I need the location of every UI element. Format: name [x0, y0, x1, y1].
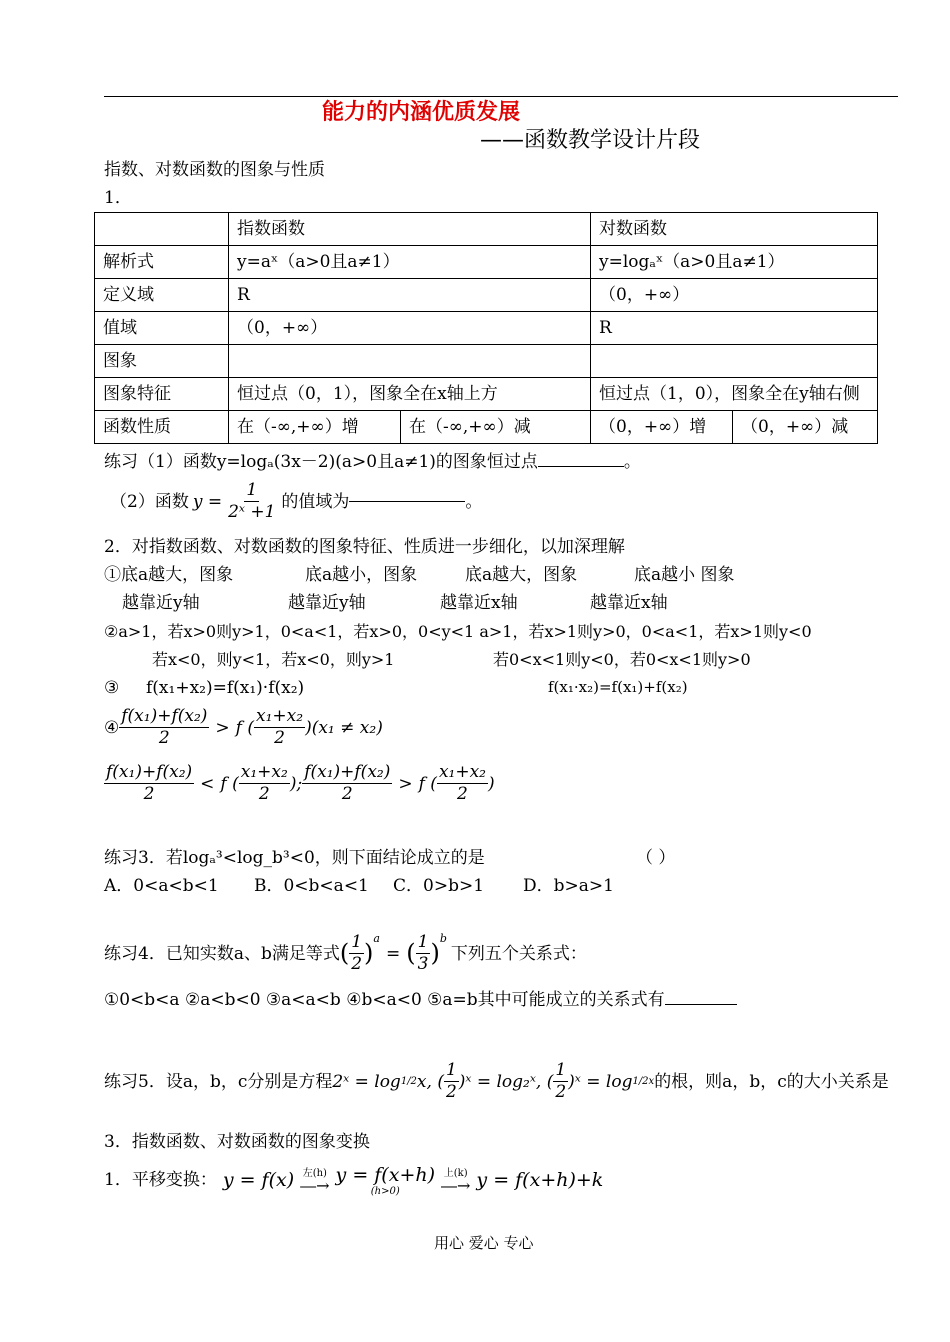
fraction-numerator: f(x₁)+f(x₂) [302, 762, 392, 784]
fraction-denominator: 2 [158, 728, 170, 749]
table-header-cell: 指数函数 [229, 213, 591, 246]
fraction-numerator: 1 [244, 480, 259, 502]
option-b[interactable]: B．0<b<a<1 [254, 876, 369, 896]
fraction-denominator: 3 [417, 954, 429, 975]
item1-text: 底a越大，图象 [465, 565, 578, 585]
arrow-left-shift [300, 1168, 329, 1193]
exp-cell: 恒过点（0，1），图象全在x轴上方 [229, 378, 591, 411]
table-header-cell: 对数函数 [591, 213, 878, 246]
practice1-end: 。 [623, 452, 641, 472]
close-paren: ) [488, 773, 495, 794]
fraction-numerator: x₁+x₂ [437, 762, 488, 784]
fraction-numerator: x₁+x₂ [254, 706, 305, 728]
practice5-pre: 练习5．设a，b，c分别是方程 [104, 1071, 333, 1092]
right-arrow-icon: ―→ [441, 1176, 471, 1195]
fraction [302, 762, 392, 806]
exp-dec-cell: 在（-∞,+∞）减 [401, 411, 591, 444]
row-label: 定义域 [95, 279, 229, 312]
fraction [254, 706, 305, 750]
practice5-post: 的根，则a，b，c的大小关系是 [654, 1071, 889, 1092]
log-cell: 恒过点（1，0），图象全在y轴右侧 [591, 378, 878, 411]
fraction [553, 1060, 568, 1104]
arrow-up-shift [441, 1168, 470, 1193]
f-open: f ( [235, 717, 254, 738]
equals-sign: = [385, 943, 401, 964]
log-cell [591, 345, 878, 378]
close-paren: ) [430, 939, 440, 968]
option-d[interactable]: D．b>a>1 [523, 876, 614, 896]
item1-text: 底a越小 图象 [634, 565, 735, 585]
item1-text: ①底a越大，图象 [104, 565, 234, 585]
item4-line2 [104, 762, 495, 806]
translation-label: 1．平移变换： [104, 1170, 217, 1191]
equation-part: 2ˣ = log [332, 1071, 401, 1092]
page-title: 能力的内涵优质发展 [322, 100, 521, 125]
step2-group [336, 1164, 435, 1197]
fraction-denominator: 2 [143, 784, 155, 805]
item1-text: 越靠近x轴 [590, 593, 668, 613]
fraction-numerator: 1 [444, 1060, 459, 1082]
practice3-paren: （ ） [636, 848, 676, 868]
open-paren: ( [339, 939, 350, 968]
item4-line1 [104, 706, 383, 750]
fraction-denominator: 2 [351, 954, 363, 975]
page-subtitle: ——函数教学设计片段 [480, 128, 701, 153]
close-paren: ) [305, 717, 312, 738]
item2-row2-left: 若x<0，则y<1，若x<0，则y>1 [152, 650, 395, 669]
greater-than: > [398, 773, 413, 794]
option-c[interactable]: C．0>b>1 [393, 876, 485, 896]
table-row [95, 279, 878, 312]
practice1-line1 [104, 452, 641, 472]
fraction-numerator: 1 [553, 1060, 568, 1082]
section-title: 指数、对数函数的图象与性质 [104, 160, 325, 180]
exponent-a: a [373, 932, 380, 945]
less-than: < [200, 773, 215, 794]
greater-than: > [215, 717, 230, 738]
row-label: 解析式 [95, 246, 229, 279]
f-open: f ( [418, 773, 437, 794]
row-label: 函数性质 [95, 411, 229, 444]
comparison-table [94, 212, 878, 444]
item2-row2-right: 若0<x<1则y<0，若0<x<1则y>0 [493, 650, 751, 669]
log-arg-x: x [648, 1075, 655, 1087]
item3-left: f(x₁+x₂)=f(x₁)·f(x₂) [146, 678, 305, 698]
option-a[interactable]: A．0<a<b<1 [104, 876, 219, 896]
fraction-denominator: 2ˣ +1 [228, 502, 276, 523]
table-row [95, 411, 878, 444]
step1-formula: y = f(x) [222, 1169, 295, 1191]
practice4-options: ①0<b<a ②a<b<0 ③a<a<b ④b<a<0 ⑤a=b其中可能成立的关系式有 [104, 990, 665, 1010]
item1-text: 底a越小，图象 [305, 565, 418, 585]
practice1-part2-pre: （2）函数 [110, 491, 189, 512]
arrow-label: 上(k) [443, 1168, 468, 1179]
translation-line [104, 1164, 603, 1197]
log-dec-cell: （0，+∞）减 [733, 411, 878, 444]
condition: (x₁ ≠ x₂) [311, 717, 383, 738]
open-paren: ( [406, 939, 416, 968]
step2-formula: y = f(x+h) [335, 1164, 436, 1186]
fraction-numerator: 1 [416, 932, 431, 954]
practice5-line [104, 1060, 889, 1104]
item1-text: 越靠近y轴 [122, 593, 200, 613]
log-cell: （0，+∞） [591, 279, 878, 312]
practice4-line2 [104, 990, 737, 1010]
row-label: 值域 [95, 312, 229, 345]
item1-text: 越靠近x轴 [440, 593, 518, 613]
equation-part: x, ( [416, 1071, 444, 1092]
practice4-line1 [104, 932, 587, 976]
semicolon: ); [289, 773, 303, 794]
exp-cell [229, 345, 591, 378]
item3-right: f(x₁·x₂)=f(x₁)+f(x₂) [548, 678, 688, 696]
practice1-part2-post: 的值域为 [281, 491, 350, 512]
fraction-denominator: 2 [274, 728, 285, 749]
section2-title: 2．对指数函数、对数函数的图象特征、性质进一步细化，以加深理解 [104, 537, 625, 557]
exp-cell: R [229, 279, 591, 312]
f-open: f ( [220, 773, 239, 794]
fraction [226, 480, 277, 524]
table-header-row [95, 213, 878, 246]
item2-row1: ②a>1，若x>0则y>1，0<a<1，若x>0，0<y<1 a>1，若x>1则y>0，0<a<1，若x>1则y<0 [104, 622, 812, 641]
table-header-cell [95, 213, 229, 246]
fraction-numerator: f(x₁)+f(x₂) [104, 762, 194, 784]
row-label: 图象 [95, 345, 229, 378]
log-base-half: 1/2 [400, 1075, 417, 1087]
item4-marker: ④ [104, 717, 120, 738]
page-footer: 用心 爱心 专心 [434, 1234, 534, 1252]
answer-blank[interactable] [538, 466, 624, 467]
practice1-text: 练习（1）函数y=logₐ(3x－2)(a>0且a≠1)的图象恒过点 [104, 452, 538, 472]
fraction-denominator: 2 [555, 1082, 567, 1103]
log-inc-cell: （0，+∞）增 [591, 411, 733, 444]
right-arrow-icon: ―→ [300, 1176, 330, 1195]
log-cell: y=logₐˣ（a>0且a≠1） [591, 246, 878, 279]
header-rule [104, 96, 898, 97]
item3-marker: ③ [104, 678, 120, 698]
section3-title: 3．指数函数、对数函数的图象变换 [104, 1132, 370, 1152]
exp-inc-cell: 在（-∞,+∞）增 [229, 411, 401, 444]
practice4-pre: 练习4．已知实数a、b满足等式 [104, 943, 340, 964]
table-row [95, 246, 878, 279]
row-label: 图象特征 [95, 378, 229, 411]
step3-formula: y = f(x+h)+k [476, 1169, 604, 1191]
fraction [416, 932, 431, 976]
answer-blank[interactable] [665, 1004, 737, 1005]
exp-cell: y=aˣ（a>0且a≠1） [229, 246, 591, 279]
fraction-numerator: x₁+x₂ [239, 762, 290, 784]
fraction-numerator: 1 [349, 932, 364, 954]
fraction-denominator: 2 [341, 784, 353, 805]
practice1-part2-end: 。 [465, 491, 483, 512]
table-row [95, 312, 878, 345]
equation-part: )ˣ = log [568, 1071, 633, 1092]
fraction-denominator: 2 [258, 784, 270, 805]
exp-cell: （0，+∞） [229, 312, 591, 345]
shift-condition: (h>0) [370, 1185, 400, 1197]
fraction [349, 932, 364, 976]
fraction-numerator: f(x₁)+f(x₂) [119, 706, 209, 728]
practice4-post: 下列五个关系式： [450, 943, 587, 964]
fraction [437, 762, 488, 806]
arrow-label: 左(h) [302, 1168, 327, 1179]
exponent-b: b [439, 932, 447, 945]
fraction-denominator: 2 [457, 784, 468, 805]
practice1-line2 [110, 480, 482, 524]
log-base-half: 1/2 [632, 1075, 649, 1087]
answer-blank[interactable] [349, 501, 465, 502]
y-variable: y = [192, 491, 223, 512]
item-one-marker: 1． [104, 188, 132, 208]
log-cell: R [591, 312, 878, 345]
fraction [104, 762, 194, 806]
practice3-question: 练习3．若logₐ³<log_b³<0，则下面结论成立的是 [104, 848, 485, 868]
table-row [95, 378, 878, 411]
equation-part: )ˣ = log₂ˣ, ( [458, 1071, 554, 1092]
fraction [119, 706, 209, 750]
item1-text: 越靠近y轴 [288, 593, 366, 613]
table-row [95, 345, 878, 378]
fraction-denominator: 2 [445, 1082, 457, 1103]
close-paren: ) [364, 939, 374, 968]
fraction [444, 1060, 459, 1104]
fraction [239, 762, 290, 806]
